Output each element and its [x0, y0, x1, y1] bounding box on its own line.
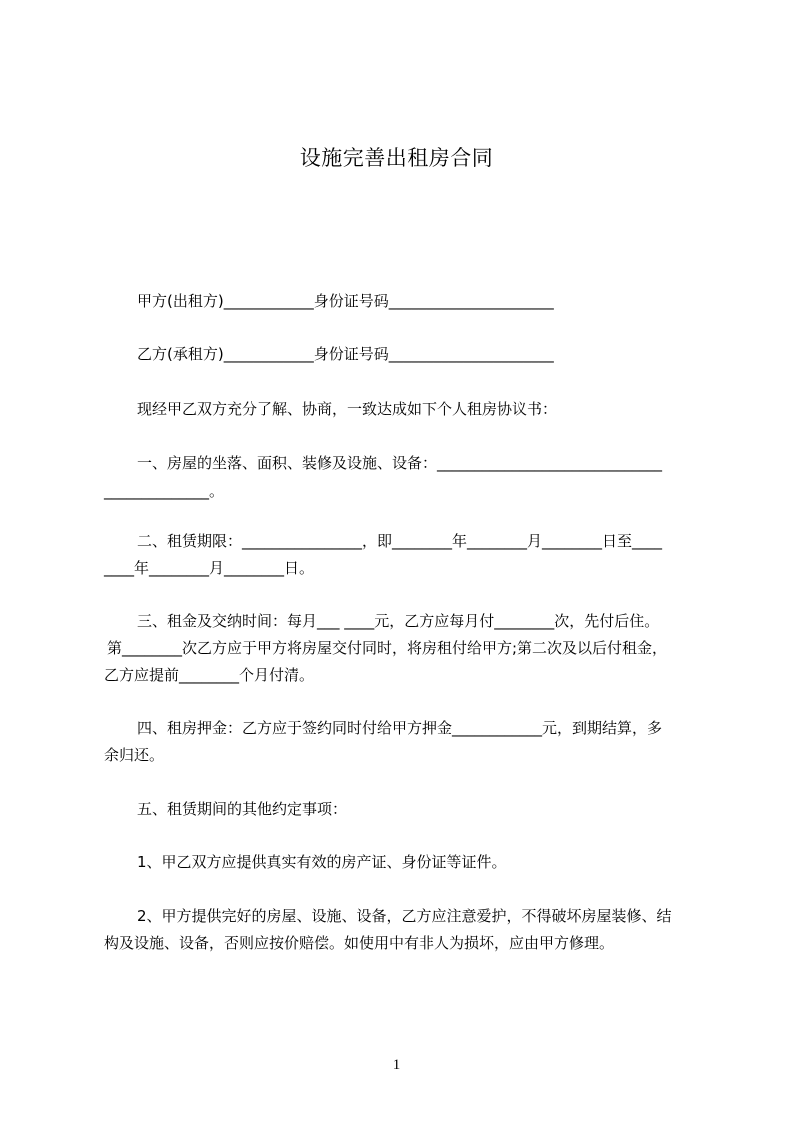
clause-3-line-3: 乙方应提前________个月付清。: [104, 666, 315, 684]
clause-2-line-1: 二、租赁期限：________________，即________年________月________日至____: [137, 532, 663, 550]
intro-line: 现经甲乙双方充分了解、协商，一致达成如下个人租房协议书：: [137, 400, 558, 418]
clause-5-heading: 五、租赁期间的其他约定事项：: [137, 800, 348, 818]
clause-4-line-2: 余归还。: [104, 746, 165, 764]
clause-3-line-1: 三、租金及交纳时间：每月___ ____元，乙方应每月付________次，先付后住。: [137, 612, 660, 630]
clause-2-line-2: ____年________月________日。: [104, 559, 315, 577]
clause-5-item-1: 1、甲乙双方应提供真实有效的房产证、身份证等证件。: [137, 853, 507, 871]
clause-4-line-1: 四、租房押金：乙方应于签约同时付给甲方押金____________元，到期结算，多: [137, 719, 663, 737]
document-title: 设施完善出租房合同: [299, 146, 494, 170]
clause-5-item-2-line-1: 2、甲方提供完好的房屋、设施、设备，乙方应注意爱护，不得破坏房屋装修、结: [137, 907, 672, 925]
clause-3-line-2: 第________次乙方应于甲方将房屋交付同时，将房租付给甲方;第二次及以后付租金，: [107, 639, 668, 657]
party-b-line: 乙方(承租方)____________身份证号码______________________: [137, 345, 554, 363]
clause-1-line-2: ______________。: [104, 482, 225, 500]
party-a-line: 甲方(出租方)____________身份证号码______________________: [137, 292, 554, 310]
page-number: 1: [392, 1057, 401, 1073]
clause-1-line-1: 一、房屋的坐落、面积、装修及设施、设备：______________________________: [137, 454, 663, 472]
clause-5-item-2-line-2: 构及设施、设备，否则应按价赔偿。如使用中有非人为损坏，应由甲方修理。: [104, 934, 615, 952]
